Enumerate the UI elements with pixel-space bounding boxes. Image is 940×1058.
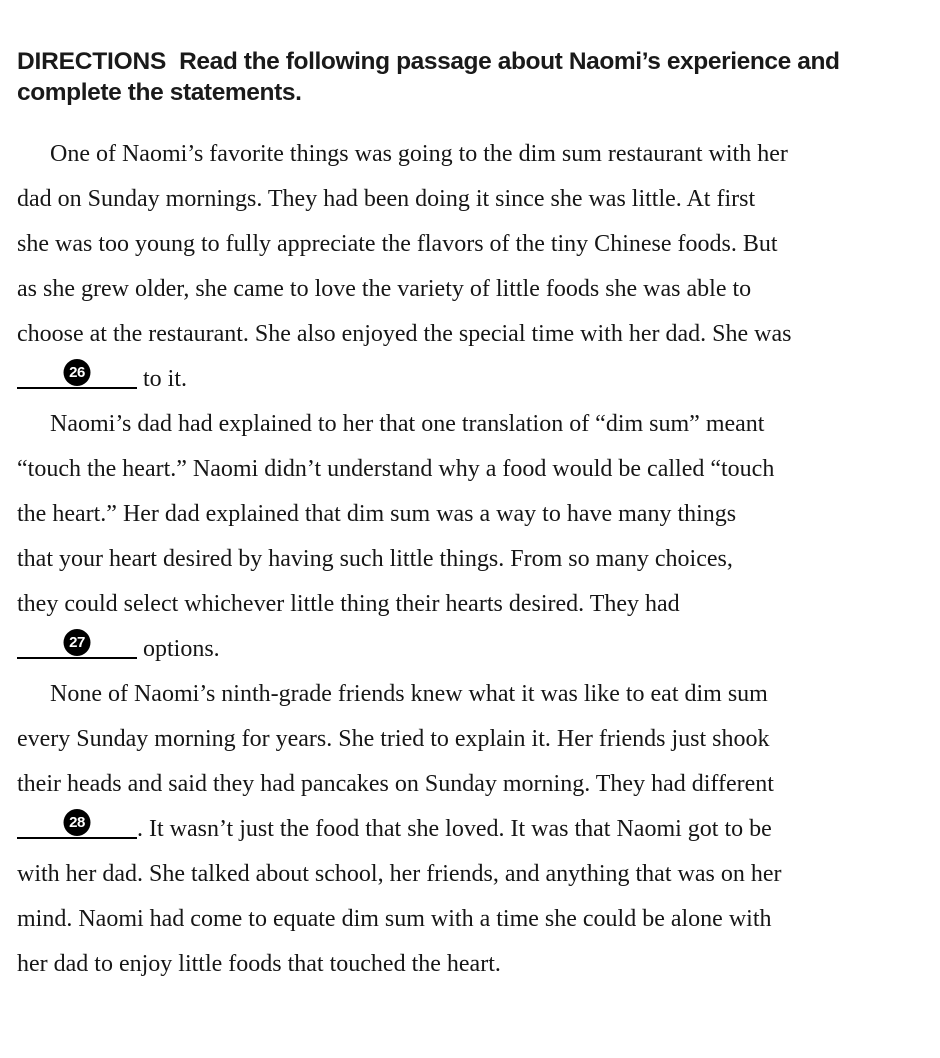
passage-line bbox=[17, 402, 940, 447]
passage-line bbox=[17, 357, 940, 402]
passage-text: None of Naomi’s ninth-grade friends knew what it was like to eat dim sum bbox=[50, 681, 768, 707]
passage-text: their heads and said they had pancakes on Sunday morning. They had different bbox=[17, 771, 774, 797]
passage-text: that your heart desired by having such little things. From so many choices, bbox=[17, 546, 733, 572]
passage-text: as she grew older, she came to love the variety of little foods she was able to bbox=[17, 276, 752, 302]
passage-line bbox=[17, 447, 940, 492]
passage-line bbox=[17, 267, 940, 312]
passage-text: to it. bbox=[137, 366, 188, 392]
question-number-badge-26: 26 bbox=[64, 359, 91, 386]
passage-text: every Sunday morning for years. She tried to explain it. Her friends just shook bbox=[17, 726, 770, 752]
passage-text: they could select whichever little thing their hearts desired. They had bbox=[17, 591, 680, 617]
passage-text: “touch the heart.” Naomi didn’t understand why a food would be called “touch bbox=[17, 456, 775, 482]
passage-line bbox=[17, 132, 940, 177]
passage-line bbox=[17, 177, 940, 222]
passage-line bbox=[17, 492, 940, 537]
directions-header bbox=[17, 46, 905, 108]
passage-text: she was too young to fully appreciate the flavors of the tiny Chinese foods. But bbox=[17, 231, 778, 257]
passage-line bbox=[17, 222, 940, 267]
passage-text: Naomi’s dad had explained to her that one translation of “dim sum” meant bbox=[50, 411, 765, 437]
passage-line bbox=[17, 672, 940, 717]
passage-text: the heart.” Her dad explained that dim sum was a way to have many things bbox=[17, 501, 737, 527]
answer-blank-26[interactable] bbox=[17, 364, 137, 389]
passage-line bbox=[17, 537, 940, 582]
directions-label: DIRECTIONS bbox=[17, 47, 167, 75]
passage-line bbox=[17, 717, 940, 762]
passage bbox=[17, 132, 940, 987]
passage-line bbox=[17, 582, 940, 627]
passage-line bbox=[17, 852, 940, 897]
answer-blank-27[interactable] bbox=[17, 634, 137, 659]
passage-text: her dad to enjoy little foods that touched the heart. bbox=[17, 951, 501, 977]
question-number-badge-28: 28 bbox=[64, 809, 91, 836]
passage-line bbox=[17, 312, 940, 357]
passage-line bbox=[17, 762, 940, 807]
directions-text: Read the following passage about Naomi’s experience and complete the statements. bbox=[17, 47, 840, 106]
answer-blank-28[interactable] bbox=[17, 814, 137, 839]
passage-line bbox=[17, 627, 940, 672]
passage-line bbox=[17, 897, 940, 942]
passage-line bbox=[17, 942, 940, 987]
passage-text: mind. Naomi had come to equate dim sum with a time she could be alone with bbox=[17, 906, 772, 932]
passage-text: dad on Sunday mornings. They had been doing it since she was little. At first bbox=[17, 186, 756, 212]
passage-line bbox=[17, 807, 940, 852]
question-number-badge-27: 27 bbox=[64, 629, 91, 656]
passage-text: with her dad. She talked about school, her friends, and anything that was on her bbox=[17, 861, 782, 887]
passage-text: One of Naomi’s favorite things was going to the dim sum restaurant with her bbox=[50, 141, 788, 167]
passage-text: . It wasn’t just the food that she loved. It was that Naomi got to be bbox=[137, 816, 772, 842]
passage-text: choose at the restaurant. She also enjoyed the special time with her dad. She was bbox=[17, 321, 792, 347]
passage-text: options. bbox=[137, 636, 220, 662]
